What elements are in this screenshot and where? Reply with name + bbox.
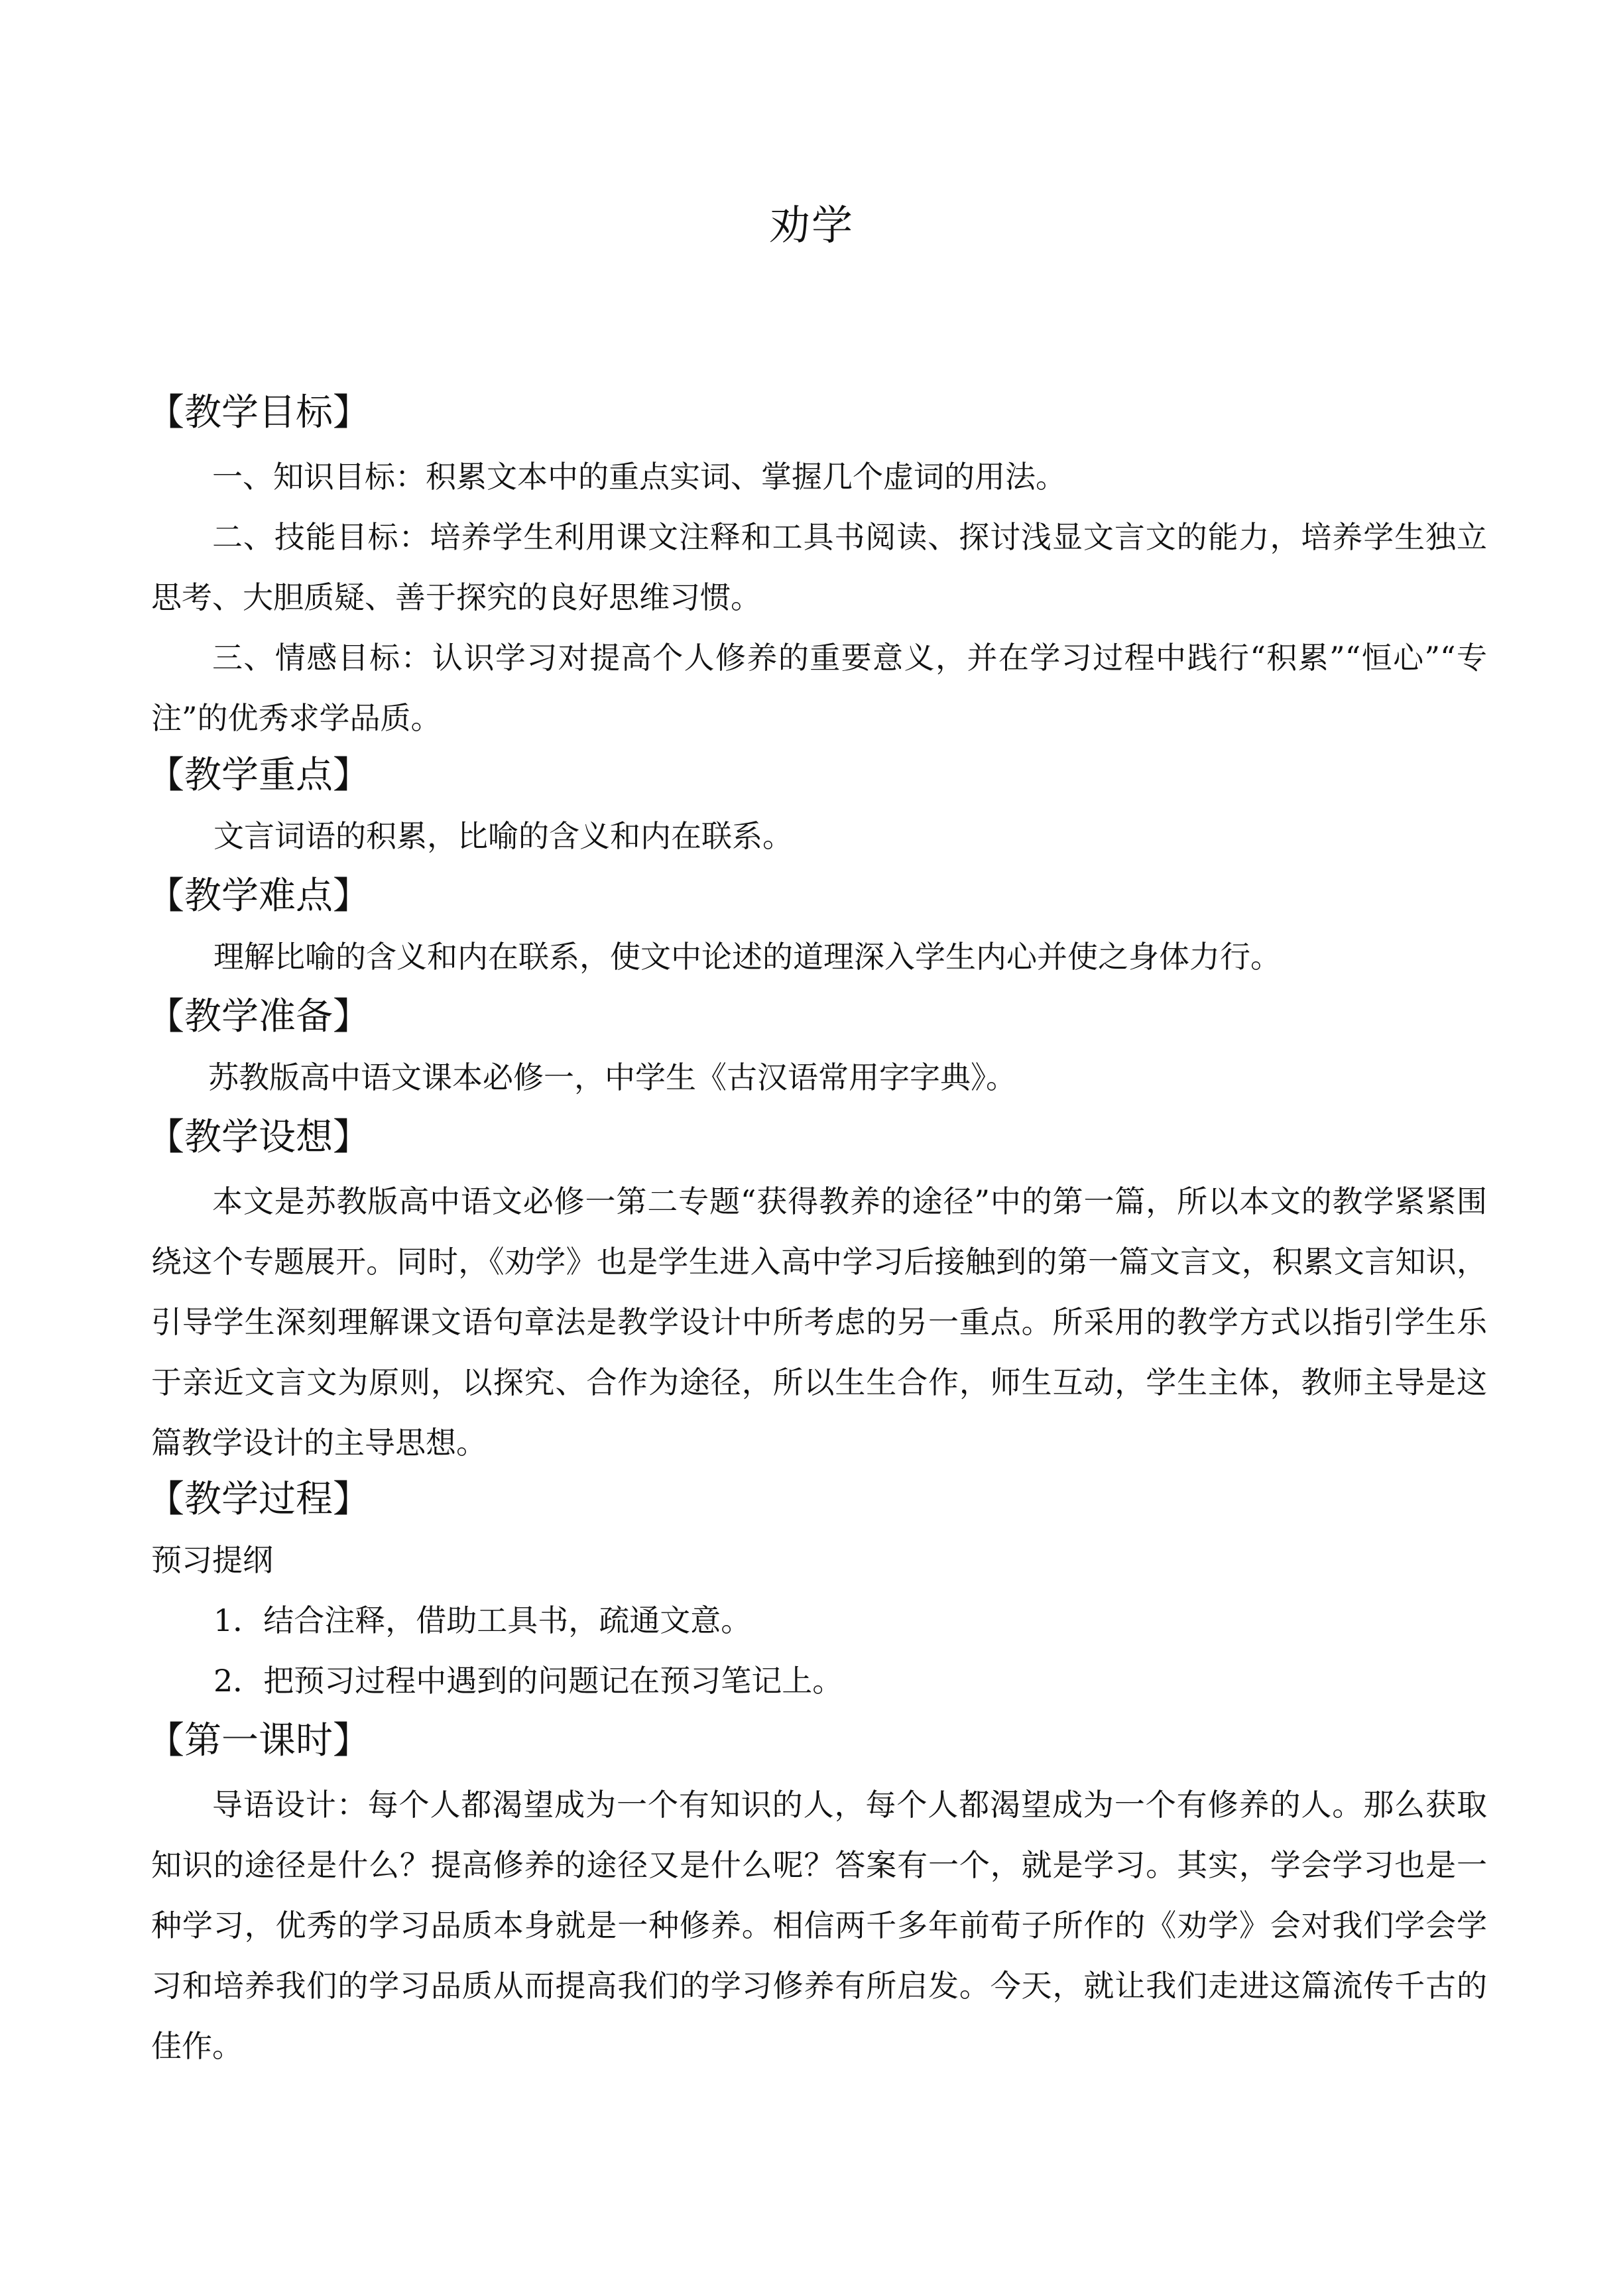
preview-title: 预习提纲 (151, 1542, 273, 1578)
section-heading-difficulties: 【教学难点】 (147, 875, 370, 918)
section-heading-first-lesson: 【第一课时】 (147, 1719, 370, 1762)
goal-item-emotion: 三、情感目标：认识学习对提高个人修养的重要意义，并在学习过程中践行“积累”“恒心”“专注”的优秀求学品质。 (151, 640, 1487, 736)
section-heading-process: 【教学过程】 (147, 1478, 370, 1521)
section-heading-concept: 【教学设想】 (147, 1116, 370, 1159)
concept-text: 本文是苏教版高中语文必修一第二专题“获得教养的途径”中的第一篇，所以本文的教学紧紧围绕这个专题展开。同时，《劝学》也是学生进入高中学习后接触到的第一篇文言文，积累文言知识，引导学生深刻理解课文语句章法是教学设计中所考虑的另一重点。所采用的教学方式以指引学生乐于亲近文言文为原则，以探究、合作为途径，所以生生合作，师生互动，学生主体，教师主导是这篇教学设计的主导思想。 (151, 1183, 1487, 1461)
preview-item-2: 2．把预习过程中遇到的问题记在预习笔记上。 (213, 1663, 843, 1699)
document-title: 劝学 (768, 201, 854, 249)
section-heading-goals: 【教学目标】 (147, 391, 370, 434)
section-heading-key-points: 【教学重点】 (147, 754, 370, 797)
key-points-text: 文言词语的积累，比喻的含义和内在联系。 (213, 818, 793, 854)
preparation-text: 苏教版高中语文课本必修一，中学生《古汉语常用字字典》。 (208, 1059, 1016, 1095)
goal-item-knowledge: 一、知识目标：积累文本中的重点实词、掌握几个虚词的用法。 (212, 459, 1066, 495)
difficulties-text: 理解比喻的含义和内在联系，使文中论述的道理深入学生内心并使之身体力行。 (213, 939, 1281, 975)
goal-item-skill: 二、技能目标：培养学生利用课文注释和工具书阅读、探讨浅显文言文的能力，培养学生独立思考、大胆质疑、善于探究的良好思维习惯。 (151, 519, 1487, 615)
preview-item-1: 1．结合注释，借助工具书，疏通文意。 (213, 1602, 752, 1638)
section-heading-preparation: 【教学准备】 (147, 995, 370, 1038)
first-lesson-text: 导语设计：每个人都渴望成为一个有知识的人，每个人都渴望成为一个有修养的人。那么获取知识的途径是什么？提高修养的途径又是什么呢？答案有一个，就是学习。其实，学会学习也是一种学习，优秀的学习品质本身就是一种修养。相信两千多年前荀子所作的《劝学》会对我们学会学习和培养我们的学习品质从而提高我们的学习修养有所启发。今天，就让我们走进这篇流传千古的佳作。 (151, 1787, 1487, 2064)
